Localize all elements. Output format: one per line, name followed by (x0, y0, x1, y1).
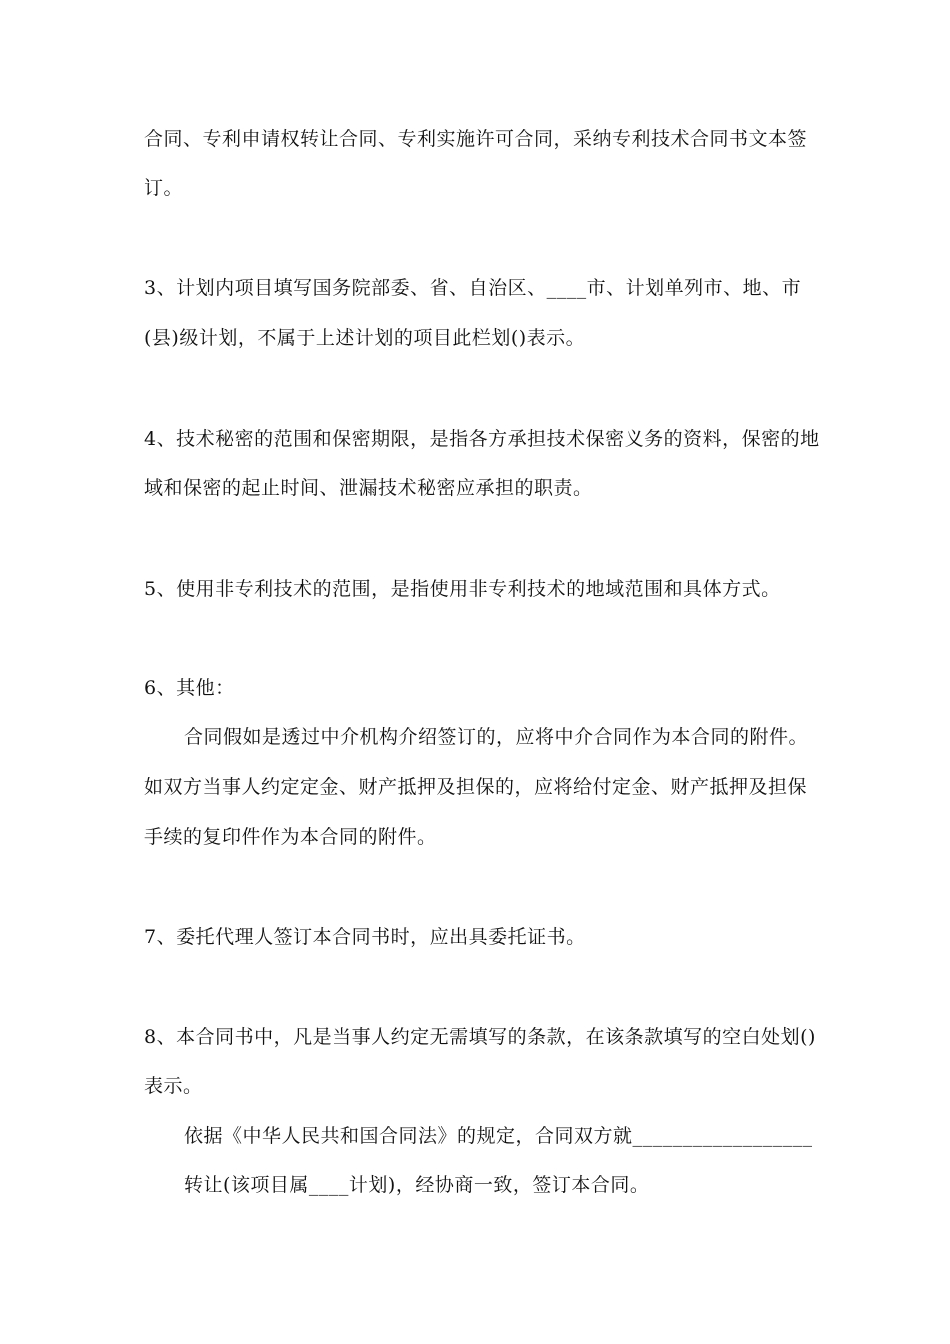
text-line: 7、委托代理人签订本合同书时，应出具委托证书。 (144, 926, 586, 948)
text-line: 4、技术秘密的范围和保密期限，是指各方承担技术保密义务的资料，保密的地 (144, 428, 820, 450)
text-line: 5、使用非专利技术的范围，是指使用非专利技术的地域范围和具体方式。 (144, 578, 781, 600)
text-line: 6、其他： (144, 677, 235, 699)
text-line: 3、计划内项目填写国务院部委、省、自治区、____市、计划单列市、地、市 (144, 277, 802, 299)
text-line: 手续的复印件作为本合同的附件。 (144, 826, 437, 848)
text-line: 域和保密的起止时间、泄漏技术秘密应承担的职责。 (144, 477, 593, 499)
text-line: 如双方当事人约定定金、财产抵押及担保的，应将给付定金、财产抵押及担保 (144, 776, 808, 798)
text-line: 依据《中华人民共和国合同法》的规定，合同双方就__________________ (184, 1125, 813, 1147)
text-line: 合同假如是透过中介机构介绍签订的，应将中介合同作为本合同的附件。 (184, 726, 809, 748)
text-line: 转让(该项目属____计划)，经协商一致，签订本合同。 (184, 1174, 650, 1196)
text-line: 合同、专利申请权转让合同、专利实施许可合同，采纳专利技术合同书文本签 (144, 128, 808, 150)
text-line: 订。 (144, 177, 184, 199)
text-line: 表示。 (144, 1075, 203, 1097)
text-line: (县)级计划，不属于上述计划的项目此栏划()表示。 (144, 327, 586, 349)
text-line: 8、本合同书中，凡是当事人约定无需填写的条款，在该条款填写的空白处划() (144, 1026, 816, 1048)
